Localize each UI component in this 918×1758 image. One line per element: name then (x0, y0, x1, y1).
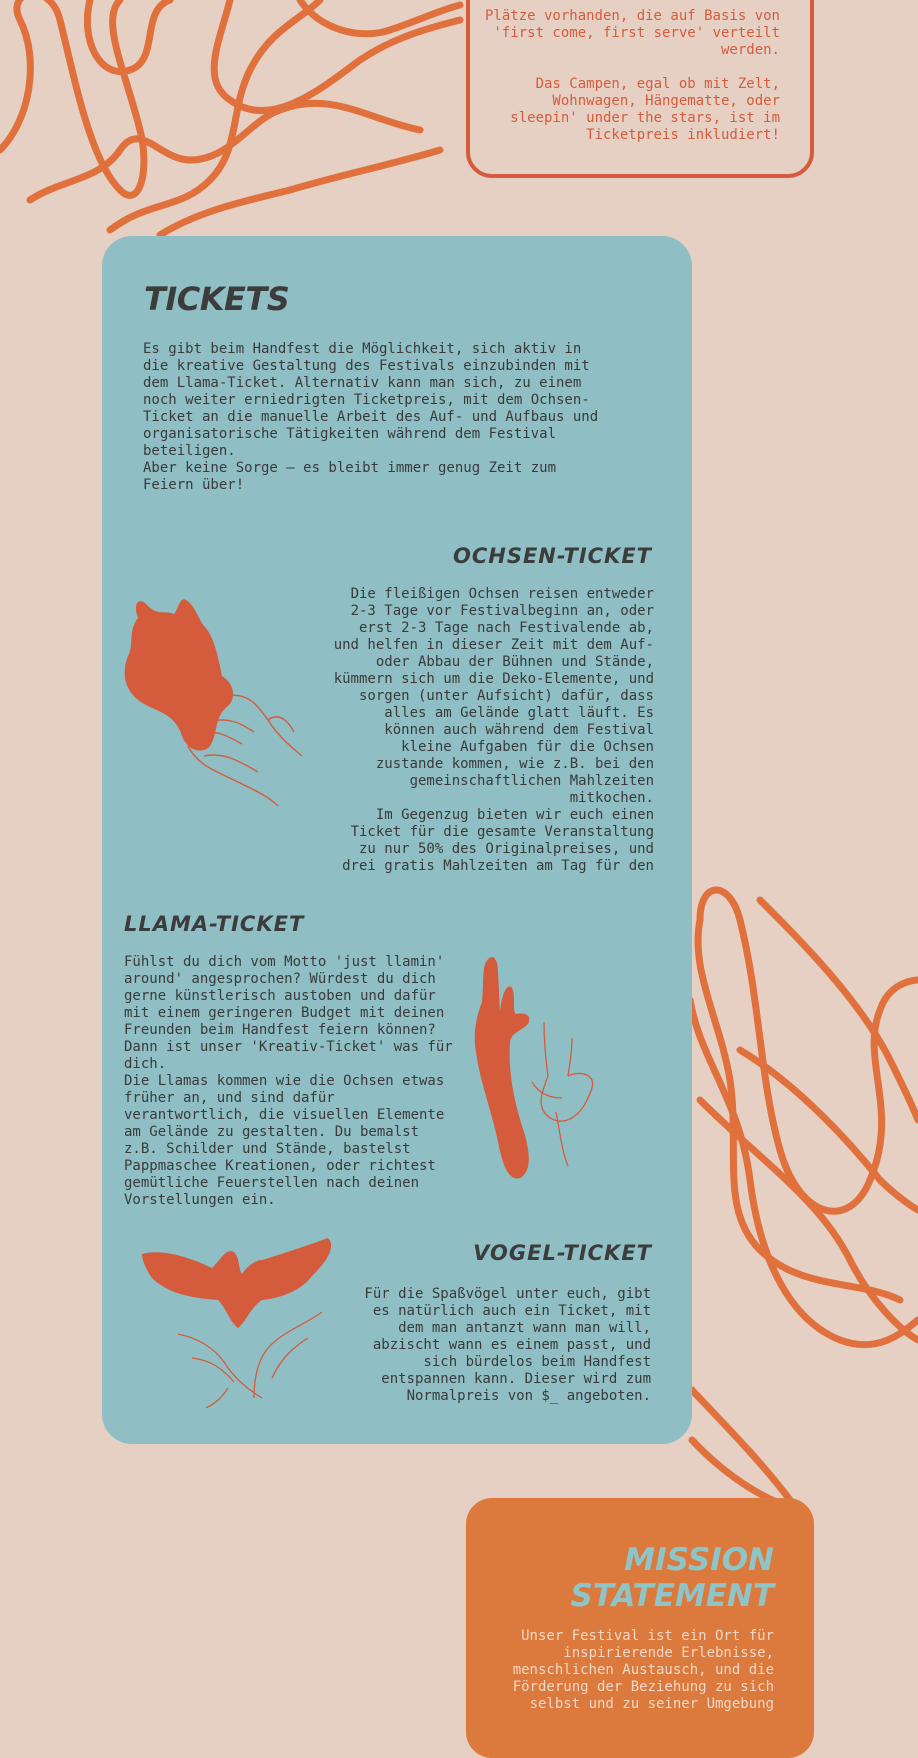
ochsen-ticket-paragraph-1: Die fleißigen Ochsen reisen entweder 2-3 Tage vor Festivalbeginn an, oder erst 2-3 Tage nach Festivalende ab, und helfen in dieser Zeit mit dem Auf- oder Abbau der Bühnen und Stände, kümmern sich um die Deko-Elemente, und sorgen (unter Aufsicht) dafür, dass alles am Gelände glatt läuft. Es können auch während dem Festival kleine Aufgaben für die Ochsen zustande kommen, wie z.B. bei den gemeinschaftlichen Mahlzeiten mitkochen. (333, 586, 654, 806)
bird-hand-shadow-icon (142, 1238, 342, 1408)
camping-text-1: Plätze vorhanden, die auf Basis von 'first come, first serve' verteilt werden. (484, 8, 780, 58)
llama-ticket-text (124, 954, 454, 1210)
vogel-ticket-heading: VOGEL-TICKET (473, 1241, 652, 1265)
camping-info-card (466, 0, 814, 178)
ochsen-ticket-paragraph-2: Im Gegenzug bieten wir euch einen Ticket für die gesamte Veranstaltung zu nur 50% des Originalpreises, und drei gratis Mahlzeiten am Tag für den (342, 807, 654, 874)
ochsen-ticket-text (332, 586, 654, 878)
llama-ticket-paragraph-2: Die Llamas kommen wie die Ochsen etwas früher an, und sind dafür verantwortlich, die visuellen Elemente am Gelände zu gestalten. Du bemalst z.B. Schilder und Stände, bastelst Pappmaschee Kreationen, oder richtest gemütliche Feuerstellen nach deinen Vorstellungen ein. (124, 1073, 445, 1208)
tickets-intro (143, 341, 613, 494)
llama-hand-shadow-icon (472, 952, 622, 1182)
tickets-intro-paragraph-1: Es gibt beim Handfest die Möglichkeit, sich aktiv in die kreative Gestaltung des Festivals einzubinden mit dem Llama-Ticket. Alternativ kann man sich, zu einem noch weiter erniedrigten Ticketpreis, mit dem Ochsen-Ticket an die manuelle Arbeit des Auf- und Aufbaus und organisatorische Tätigkeiten während dem Festival beteiligen. (143, 341, 599, 459)
tickets-intro-paragraph-2: Aber keine Sorge – es bleibt immer genug Zeit zum Feiern über! (143, 460, 557, 493)
ochsen-ticket-heading: OCHSEN-TICKET (452, 544, 652, 568)
mission-statement-card (466, 1498, 814, 1758)
tickets-title: TICKETS (144, 280, 290, 318)
vogel-ticket-text (351, 1286, 651, 1405)
mission-statement-text: Unser Festival ist ein Ort für inspirierende Erlebnisse, menschlichen Austausch, und die Förderung der Beziehung zu sich selbst und zu seiner Umgebung (512, 1628, 774, 1712)
ox-hand-shadow-icon (118, 596, 318, 806)
vogel-ticket-paragraph: Für die Spaßvögel unter euch, gibt es natürlich auch ein Ticket, mit dem man antanzt wann man will, abzischt wann es einem passt, und sich bürdelos beim Handfest entspannen kann. Dieser wird zum Normalpreis von $_ angeboten. (364, 1286, 651, 1404)
tickets-card (102, 236, 692, 1444)
llama-ticket-heading: LLAMA-TICKET (124, 912, 305, 936)
camping-text-2: Das Campen, egal ob mit Zelt, Wohnwagen, Hängematte, oder sleepin' under the stars, ist im Ticketpreis inkludiert! (510, 76, 780, 143)
llama-ticket-paragraph-1: Fühlst du dich vom Motto 'just llamin' around' angesprochen? Würdest du dich gerne künstlerisch austoben und dafür mit einem geringeren Budget mit deinen Freunden beim Handfest feiern können? Dann ist unser 'Kreativ-Ticket' was für dich. (124, 954, 453, 1072)
mission-statement-title: MISSION STATEMENT (570, 1542, 774, 1614)
